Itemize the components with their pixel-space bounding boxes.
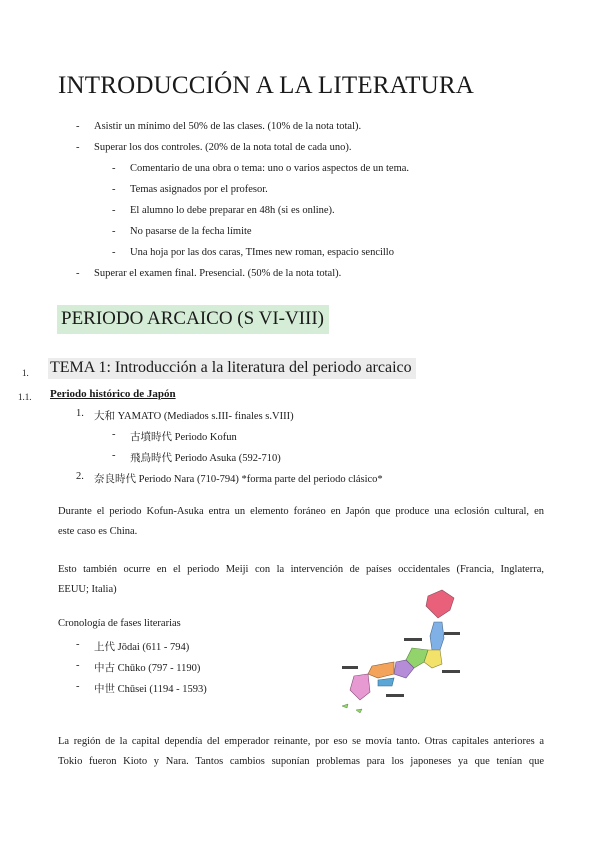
list-item: El alumno lo debe preparar en 48h (si es online). (130, 205, 335, 216)
chronology-chusei: 中世 Chūsei (1194 - 1593) (94, 684, 207, 695)
section-heading: PERIODO ARCAICO (S VI-VIII) (57, 305, 329, 334)
chronology-jodai: 上代 Jōdai (611 - 794) (94, 642, 190, 653)
period-nara: 奈良時代 Periodo Nara (710-794) *forma parte del periodo clásico* (94, 474, 383, 485)
period-kofun: 古墳時代 Periodo Kofun (130, 432, 237, 443)
paragraph-line: EEUU; Italia) (58, 584, 117, 595)
tema-heading: TEMA 1: Introducción a la literatura del periodo arcaico (48, 358, 416, 379)
list-dash: - (76, 142, 80, 153)
chronology-heading: Cronología de fases literarias (58, 618, 181, 629)
map-label (342, 666, 358, 669)
paragraph-line: La región de la capital dependía del emperador reinante, por eso se movía tanto. Otras capitales anteriores a (58, 736, 544, 747)
paragraph-line: este caso es China. (58, 526, 138, 537)
document-title: INTRODUCCIÓN A LA LITERATURA (58, 72, 475, 99)
subsection-number: 1.1. (18, 392, 32, 402)
paragraph-line: Tokio fueron Kioto y Nara. Tantos cambios suponían problemas para los japoneses ya que tenían que (58, 756, 544, 767)
list-dash: - (112, 226, 116, 237)
period-number: 1. (76, 408, 84, 419)
period-number: 2. (76, 471, 84, 482)
list-item: Temas asignados por el profesor. (130, 184, 268, 195)
list-item: Una hoja por las dos caras, TImes new roman, espacio sencillo (130, 247, 394, 258)
list-dash: - (76, 660, 80, 671)
paragraph-capital (58, 732, 544, 772)
map-region-shikoku (378, 678, 394, 686)
list-item: Comentario de una obra o tema: uno o varios aspectos de un tema. (130, 163, 410, 174)
list-item: Superar los dos controles. (20% de la nota total de cada uno). (94, 142, 352, 153)
list-item: Superar el examen final. Presencial. (50% de la nota total). (94, 268, 342, 279)
list-dash: - (112, 247, 116, 258)
map-label (442, 670, 460, 673)
period-asuka: 飛鳥時代 Periodo Asuka (592-710) (130, 453, 281, 464)
paragraph-line: Durante el periodo Kofun-Asuka entra un elemento foráneo en Japón que produce una eclosión cultural, en (58, 506, 544, 517)
list-dash: - (112, 184, 116, 195)
list-dash: - (76, 681, 80, 692)
tema-number: 1. (22, 368, 29, 378)
map-region-tohoku (430, 622, 444, 650)
list-item: No pasarse de la fecha límite (130, 226, 252, 237)
list-dash: - (112, 205, 116, 216)
list-item: Asistir un mínimo del 50% de las clases. (10% de la nota total). (94, 121, 362, 132)
map-label (444, 632, 460, 635)
map-label (404, 638, 422, 641)
list-dash: - (76, 121, 80, 132)
list-dash: - (112, 163, 116, 174)
list-dash: - (112, 429, 116, 440)
map-region-kyushu (350, 674, 370, 700)
chronology-chuko: 中古 Chūko (797 - 1190) (94, 663, 201, 674)
list-dash: - (112, 450, 116, 461)
japan-regions-map (338, 588, 480, 718)
paragraph-kofun-asuka (58, 502, 544, 542)
paragraph-line: Esto también ocurre en el periodo Meiji con la intervención de países occidentales (Francia, Inglaterra, (58, 564, 544, 575)
period-yamato: 大和 YAMATO (Mediados s.III- finales s.VIII) (94, 411, 294, 422)
list-dash: - (76, 639, 80, 650)
map-islands (342, 704, 362, 713)
map-label (386, 694, 404, 697)
map-region-hokkaido (426, 590, 454, 618)
subsection-heading: Periodo histórico de Japón (50, 388, 176, 400)
list-dash: - (76, 268, 80, 279)
map-region-chugoku (368, 662, 394, 678)
